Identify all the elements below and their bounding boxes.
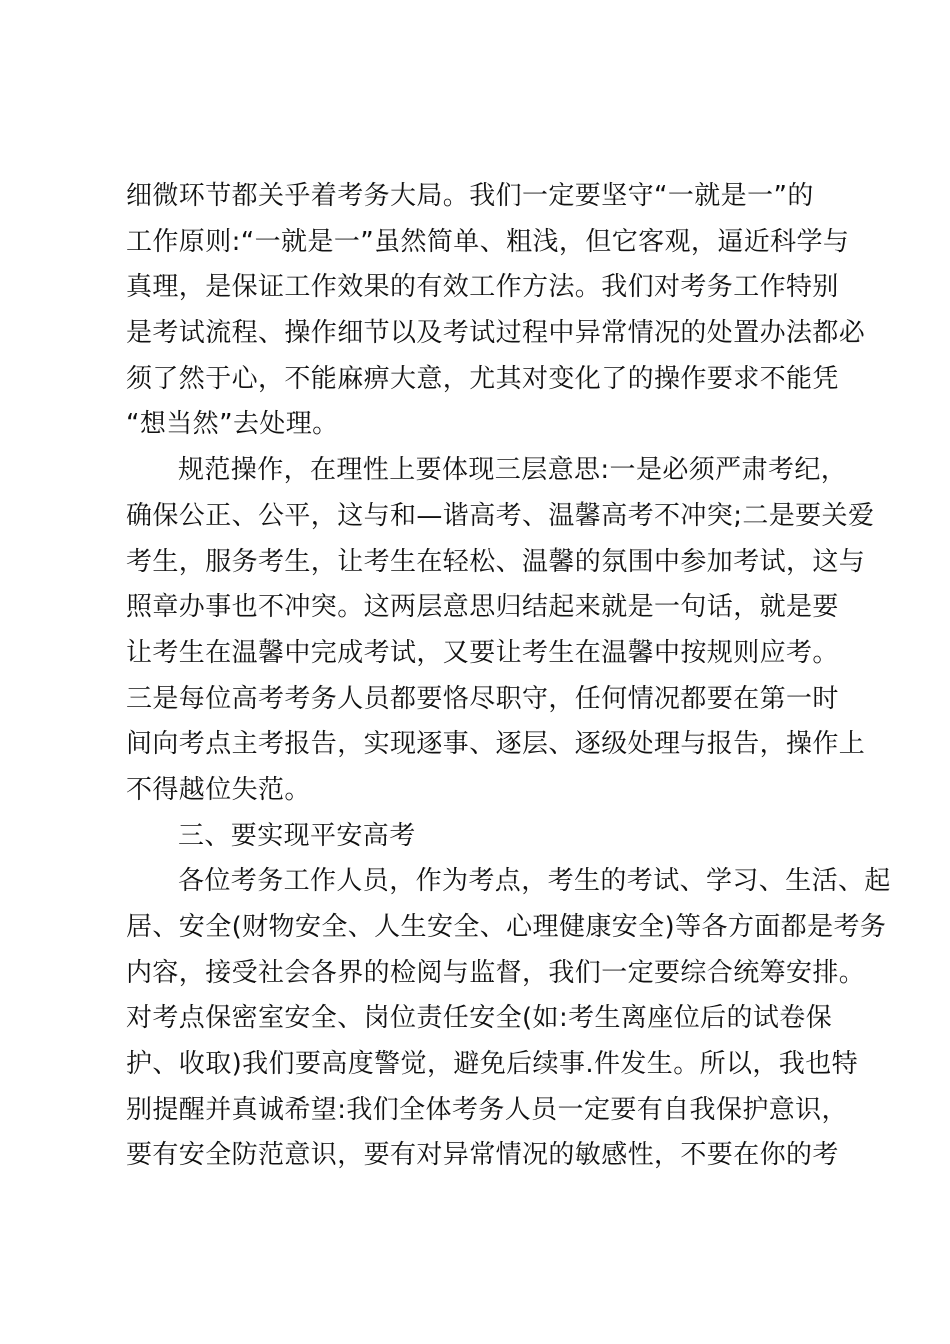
text-line: 确保公正、公平，这与和—谐高考、温馨高考不冲突;二是要关爱 <box>126 500 875 531</box>
text-line: 别提醒并真诚希望:我们全体考务人员一定要有自我保护意识， <box>126 1094 848 1125</box>
text-line: 细微环节都关乎着考务大局。我们一定要坚守“一就是一”的 <box>126 181 814 211</box>
text-line: 是考试流程、操作细节以及考试过程中异常情况的处置办法都必 <box>126 318 866 349</box>
paragraph-start-line: 规范操作，在理性上要体现三层意思:一是必须严肃考纪， <box>178 455 848 486</box>
text-line: 间向考点主考报告，实现逐事、逐层、逐级处理与报告，操作上 <box>126 729 866 760</box>
text-line: 须了然于心，不能麻痹大意，尤其对变化了的操作要求不能凭 <box>126 363 839 394</box>
text-line: 居、安全(财物安全、人生安全、心理健康安全)等各方面都是考务 <box>126 912 887 942</box>
text-line: “想当然”去处理。 <box>126 409 339 440</box>
text-line: 要有安全防范意识，要有对异常情况的敏感性，不要在你的考 <box>126 1140 839 1171</box>
text-line: 三是每位高考考务人员都要恪尽职守，任何情况都要在第一时 <box>126 683 839 714</box>
paragraph-start-line: 各位考务工作人员，作为考点，考生的考试、学习、生活、起 <box>178 866 891 897</box>
text-line: 对考点保密室安全、岗位责任安全(如:考生离座位后的试卷保 <box>126 1003 833 1034</box>
text-line: 让考生在温馨中完成考试，又要让考生在温馨中按规则应考。 <box>126 637 839 668</box>
text-line: 内容，接受社会各界的检阅与监督，我们一定要综合统筹安排。 <box>126 957 866 988</box>
section-heading: 三、要实现平安高考 <box>178 820 416 851</box>
text-line: 工作原则:“一就是一”虽然简单、粗浅，但它客观，逼近科学与 <box>126 226 850 257</box>
text-line: 不得越位失范。 <box>126 774 311 805</box>
text-line: 考生，服务考生，让考生在轻松、温馨的氛围中参加考试，这与 <box>126 546 866 577</box>
text-line: 真理，是保证工作效果的有效工作方法。我们对考务工作特别 <box>126 272 839 303</box>
text-line: 护、收取)我们要高度警觉，避免后续事.件发生。所以，我也特 <box>126 1049 859 1080</box>
document-body <box>126 174 891 1179</box>
text-line: 照章办事也不冲突。这两层意思归结起来就是一句话，就是要 <box>126 592 839 623</box>
